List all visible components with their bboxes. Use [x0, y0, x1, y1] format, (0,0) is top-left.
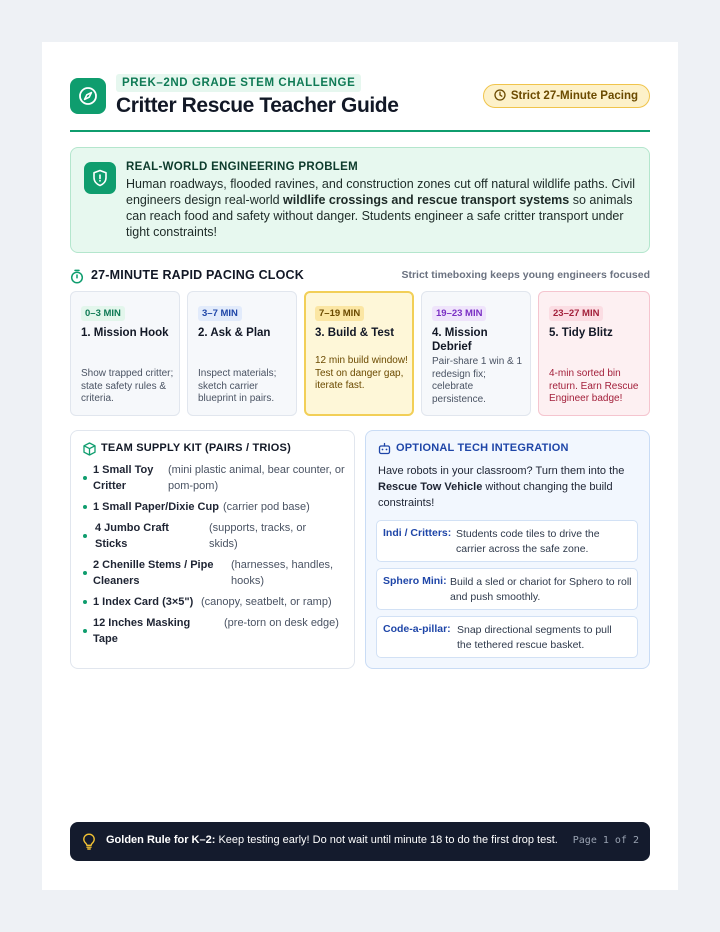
- tech-intro-part: Have robots in your classroom? Turn them into the: [378, 465, 625, 477]
- phase-description: Show trapped critter; state safety rules & criteria.: [81, 368, 174, 404]
- supply-name: 2 Chenille Stems / Pipe Cleaners: [93, 559, 214, 587]
- supply-kit-panel: [70, 430, 355, 669]
- shield-icon: [84, 162, 116, 194]
- phase-title: 2. Ask & Plan: [198, 327, 271, 339]
- phase-description: 4-min sorted bin return. Earn Rescue Engineer badge!: [549, 368, 639, 404]
- lightbulb-icon: [82, 833, 96, 850]
- tech-option-description: Snap directional segments to pull the tethered rescue basket.: [457, 624, 612, 651]
- tech-intro-bold: Rescue Tow Vehicle: [378, 481, 483, 493]
- pacing-heading: 27-MINUTE RAPID PACING CLOCK: [91, 268, 305, 282]
- phase-card-tidy-blitz: [538, 291, 650, 416]
- tech-option-description: Build a sled or chariot for Sphero to roll and push smoothly.: [450, 576, 632, 603]
- phase-card-mission-hook: [70, 291, 180, 416]
- supply-description: (canopy, seatbelt, or ramp): [201, 596, 332, 608]
- bullet-dot: [83, 600, 87, 604]
- golden-rule-message: Keep testing early! Do not wait until minute 18 to do the first drop test.: [215, 834, 558, 846]
- problem-text-part: so animals can reach food and safety without danger. Students engineer a safe critter transport under tight constraints!: [126, 193, 633, 239]
- tech-option-name: Sphero Mini:: [383, 575, 447, 587]
- list-item: [83, 557, 345, 589]
- tech-option-name: Code-a-pillar:: [383, 623, 451, 635]
- list-item: [83, 520, 345, 552]
- phase-time-tag: 0–3 MIN: [81, 306, 125, 321]
- phase-time-tag: 3–7 MIN: [198, 306, 242, 321]
- phase-time-tag: 23–27 MIN: [549, 306, 603, 321]
- pacing-section-header: [70, 267, 650, 285]
- tech-intro: [378, 463, 640, 511]
- bullet-dot: [83, 629, 87, 633]
- supply-name: 1 Index Card (3×5"): [93, 596, 194, 608]
- phase-description: Inspect materials; sketch carrier blueprint in pairs.: [198, 368, 277, 404]
- list-item: [83, 594, 345, 610]
- phase-title: 3. Build & Test: [315, 327, 395, 339]
- supply-name: 12 Inches Masking Tape: [93, 617, 191, 645]
- bullet-dot: [83, 476, 87, 480]
- tech-option-name: Indi / Critters:: [383, 527, 452, 539]
- page-number: Page 1 of 2: [572, 835, 639, 846]
- tech-option-card: [376, 568, 638, 610]
- list-item: [83, 615, 345, 647]
- supply-kit-heading: TEAM SUPPLY KIT (PAIRS / TRIOS): [101, 442, 291, 454]
- phase-time-tag: 19–23 MIN: [432, 306, 486, 321]
- pacing-phases: [70, 291, 650, 416]
- header-divider: [70, 130, 650, 132]
- pacing-badge: [483, 84, 650, 108]
- bullet-dot: [83, 505, 87, 509]
- supply-description: (pre-torn on desk edge): [224, 617, 339, 629]
- guide-page: [42, 42, 678, 890]
- tech-option-description: Students code tiles to drive the carrier across the safe zone.: [456, 528, 600, 555]
- golden-rule-text: [106, 834, 558, 846]
- eyebrow-label: PREK–2ND GRADE STEM CHALLENGE: [116, 74, 361, 92]
- header: [70, 74, 650, 134]
- supply-name: 1 Small Toy Critter: [93, 464, 154, 492]
- list-item: [83, 462, 345, 494]
- supply-description: (supports, tracks, or skids): [209, 522, 307, 550]
- pacing-badge-label: Strict 27-Minute Pacing: [510, 90, 638, 102]
- box-icon: [83, 442, 96, 456]
- tech-heading: OPTIONAL TECH INTEGRATION: [396, 442, 569, 454]
- problem-text-bold: wildlife crossings and rescue transport systems: [283, 193, 570, 207]
- supply-description: (mini plastic animal, bear counter, or pom-pom): [168, 464, 345, 492]
- list-item: [83, 499, 345, 515]
- phase-description: Pair-share 1 win & 1 redesign fix; celebrate persistence.: [432, 356, 523, 405]
- golden-rule-label: Golden Rule for K–2:: [106, 834, 216, 846]
- pacing-note: Strict timeboxing keeps young engineers focused: [401, 269, 650, 281]
- robot-icon: [378, 442, 391, 455]
- tech-integration-panel: [365, 430, 650, 669]
- problem-heading: REAL-WORLD ENGINEERING PROBLEM: [126, 161, 358, 173]
- phase-card-ask-plan: [187, 291, 297, 416]
- tech-option-card: [376, 520, 638, 562]
- compass-icon: [70, 78, 106, 114]
- phase-title: 4. Mission Debrief: [432, 327, 488, 353]
- phase-title: 1. Mission Hook: [81, 327, 169, 339]
- golden-rule-bar: [70, 822, 650, 861]
- tech-intro-part: without changing the build constraints!: [378, 481, 613, 509]
- tech-option-card: [376, 616, 638, 658]
- supply-description: (carrier pod base): [223, 501, 310, 513]
- phase-card-build-test: [304, 291, 414, 416]
- phase-description: 12 min build window! Test on danger gap, iterate fast.: [315, 355, 408, 391]
- problem-callout: [70, 147, 650, 253]
- problem-text-part: Human roadways, flooded ravines, and construction zones cut off natural wildlife paths. Civil engineers design real-world: [126, 177, 636, 207]
- phase-title: 5. Tidy Blitz: [549, 327, 613, 339]
- page-title: Critter Rescue Teacher Guide: [116, 94, 399, 117]
- problem-text: [126, 176, 638, 240]
- bullet-dot: [83, 534, 87, 538]
- supply-name: 4 Jumbo Craft Sticks: [95, 522, 169, 550]
- phase-card-mission-debrief: [421, 291, 531, 416]
- supply-description: (harnesses, handles, hooks): [231, 559, 334, 587]
- bullet-dot: [83, 571, 87, 575]
- supply-name: 1 Small Paper/Dixie Cup: [93, 501, 219, 513]
- stopwatch-icon: [70, 269, 84, 284]
- clock-icon: [494, 89, 506, 101]
- phase-time-tag: 7–19 MIN: [315, 306, 364, 321]
